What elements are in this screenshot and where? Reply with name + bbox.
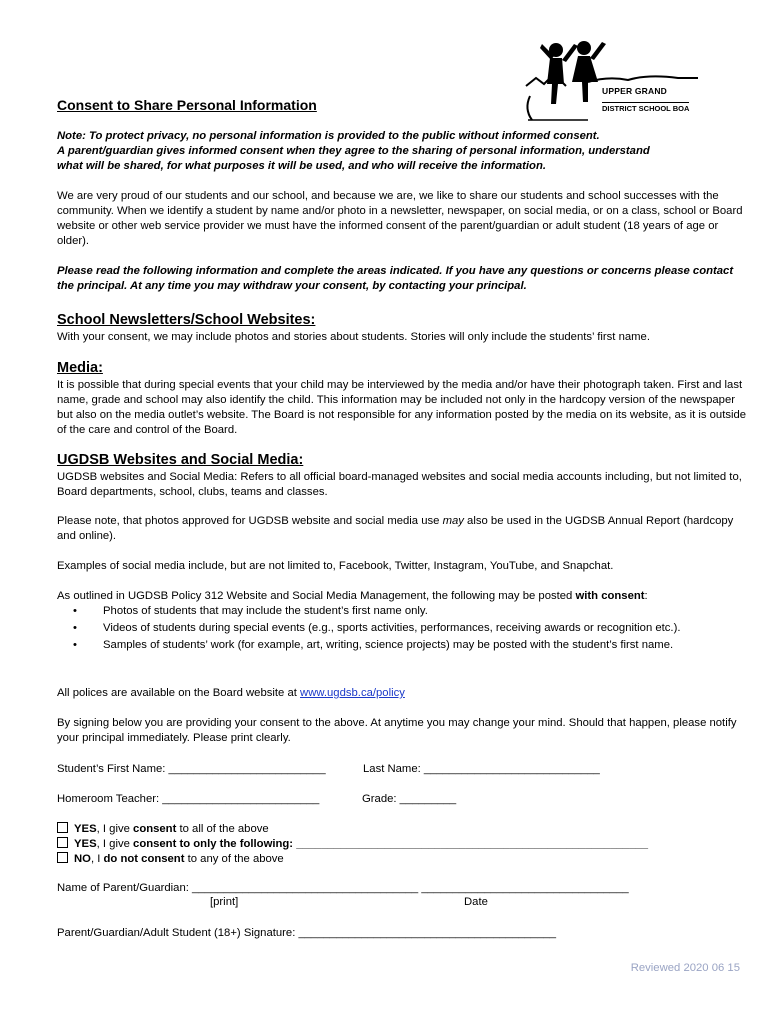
- privacy-note-line3: what will be shared, for what purposes it will be used, and who will receive the information.: [57, 160, 546, 172]
- logo-text-line2: DISTRICT SCHOOL BOA: [602, 104, 690, 113]
- newsletters-text: With your consent, we may include photos and stories about students. Stories will only include the students’ first name.: [57, 331, 650, 343]
- print-label: [print]: [210, 896, 239, 908]
- option-yes-all[interactable]: [57, 822, 269, 837]
- last-name-field[interactable]: Last Name: ____________________________: [363, 763, 600, 775]
- option-no-no: NO: [74, 853, 91, 865]
- policy-with-consent: with consent: [575, 590, 645, 602]
- social-media-text: UGDSB websites and Social Media: Refers to all official board-managed websites and social media accounts including, but not limited to, Board departments, school, clubs, teams and classes.: [57, 471, 742, 498]
- policy-text-after: :: [644, 590, 648, 602]
- option-no-rest: to any of the above: [184, 853, 284, 865]
- no-checkbox[interactable]: [57, 852, 68, 863]
- signature-field[interactable]: Parent/Guardian/Adult Student (18+) Signature: _________________________________________: [57, 927, 557, 939]
- media-text: It is possible that during special events that your child may be interviewed by the media and/or have their photograph taken. First and last name, grade and school may also identify the child. This information may be included not only in the hardcopy version of the newspaper but also on the media outlet’s website. The Board is not responsible for any information posted by the media on its website, as it is outside of the care and control of the Board.: [57, 379, 747, 436]
- yes-all-checkbox[interactable]: [57, 822, 68, 833]
- list-item: [57, 604, 747, 619]
- list-item: [57, 638, 747, 653]
- newsletters-heading: School Newsletters/School Websites:: [57, 312, 316, 328]
- privacy-note: [57, 129, 737, 174]
- annual-report-paragraph: [57, 514, 747, 544]
- option-no-text: , I: [90, 853, 104, 865]
- consent-items-list: [57, 604, 747, 655]
- list-item: [57, 621, 747, 636]
- option-yes-all-rest: to all of the above: [176, 823, 269, 835]
- bullet-dot: •: [73, 622, 77, 634]
- option-yes-partial-text: , I give: [96, 838, 134, 850]
- polices-text: All polices are available on the Board website at: [57, 687, 301, 699]
- option-no[interactable]: [57, 852, 284, 867]
- ugdsb-logo: [518, 34, 708, 124]
- option-no-consent: do not consent: [103, 853, 185, 865]
- polices-line: [57, 686, 405, 701]
- policy-paragraph: [57, 589, 747, 604]
- privacy-note-line1: Note: To protect privacy, no personal information is provided to the public without informed consent.: [57, 130, 600, 142]
- homeroom-teacher-field[interactable]: Homeroom Teacher: _________________________: [57, 793, 320, 805]
- bullet-dot: •: [73, 639, 77, 651]
- parent-name-field[interactable]: Name of Parent/Guardian: ____________________________________ _________________________________: [57, 882, 629, 894]
- media-heading: Media:: [57, 360, 103, 376]
- policy-link[interactable]: www.ugdsb.ca/policy: [300, 687, 405, 699]
- policy-text-before: As outlined in UGDSB Policy 312 Website and Social Media Management, the following may be posted: [57, 590, 576, 602]
- bullet-dot: •: [73, 605, 77, 617]
- annual-report-may: may: [442, 515, 464, 527]
- first-name-field[interactable]: Student’s First Name: _________________________: [57, 763, 326, 775]
- list-item-text: Samples of students’ work (for example, art, writing, science projects) may be posted with the student’s first name.: [103, 639, 674, 651]
- option-yes-partial[interactable]: [57, 837, 648, 852]
- logo-text-line1: UPPER GRAND: [602, 86, 668, 96]
- instructions-paragraph: Please read the following information and complete the areas indicated. If you have any questions or concerns please contact the principal. At any time you may withdraw your consent, by contacting your principal.: [57, 265, 734, 292]
- social-media-examples: Examples of social media include, but are not limited to, Facebook, Twitter, Instagram, YouTube, and Snapchat.: [57, 560, 614, 572]
- list-item-text: Videos of students during special events (e.g., sports activities, performances, receiving awards or recognition etc.).: [103, 622, 681, 634]
- option-yes-partial-consent: consent to only the following:: [133, 838, 294, 850]
- page-title: Consent to Share Personal Information: [57, 97, 317, 113]
- social-media-heading: UGDSB Websites and Social Media:: [57, 452, 304, 468]
- option-yes-all-consent: consent: [133, 823, 177, 835]
- annual-report-text-after: also be used in the UGDSB Annual Report (hardcopy and online).: [57, 515, 734, 542]
- option-yes-partial-yes: YES: [74, 838, 97, 850]
- option-yes-partial-blank[interactable]: ________________________________________________________: [293, 838, 649, 850]
- reviewed-date: Reviewed 2020 06 15: [630, 962, 740, 974]
- yes-partial-checkbox[interactable]: [57, 837, 68, 848]
- annual-report-text-before: Please note, that photos approved for UGDSB website and social media use: [57, 515, 443, 527]
- date-label: Date: [464, 896, 488, 908]
- privacy-note-line2: A parent/guardian gives informed consent when they agree to the sharing of personal information, understand: [57, 145, 650, 157]
- option-yes-all-yes: YES: [74, 823, 97, 835]
- signing-paragraph: By signing below you are providing your consent to the above. At anytime you may change your mind. Should that happen, please notify your principal immediately. Please print clearly.: [57, 717, 737, 744]
- option-yes-all-text: , I give: [96, 823, 134, 835]
- intro-paragraph: We are very proud of our students and our school, and because we are, we like to share our students and school successes with the community. When we identify a student by name and/or photo in a newsletter, newspaper, on social media, or on a class, school or Board website or other web service provider we must have the informed consent of the parent/guardian or adult student (18 years of age or older).: [57, 190, 743, 247]
- grade-field[interactable]: Grade: _________: [362, 793, 457, 805]
- list-item-text: Photos of students that may include the student’s first name only.: [103, 605, 428, 617]
